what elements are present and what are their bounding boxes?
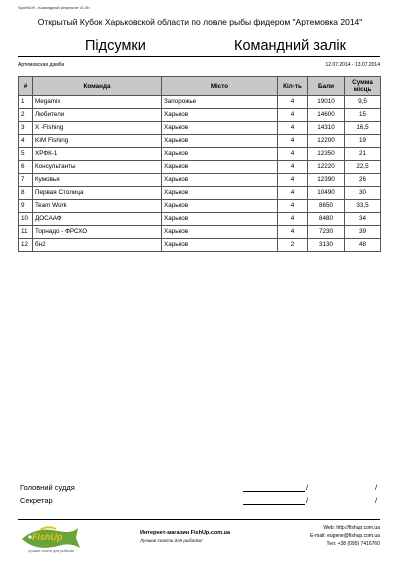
cell-team: Любители (33, 109, 162, 122)
cell-team: Team Work (33, 200, 162, 213)
footer-divider (18, 519, 380, 520)
cell-rank: 7 (19, 174, 33, 187)
cell-city: Харьков (162, 226, 278, 239)
cell-city: Харьков (162, 239, 278, 252)
cell-place-sum: 9,5 (345, 96, 381, 109)
cell-city: Харьков (162, 213, 278, 226)
judge-slash-1: / (306, 483, 309, 492)
cell-rank: 10 (19, 213, 33, 226)
secretary-slash-1: / (306, 496, 309, 505)
table-row (19, 213, 381, 226)
cell-city: Харьков (162, 161, 278, 174)
cell-place-sum: 16,5 (345, 122, 381, 135)
cell-city: Запорожье (162, 96, 278, 109)
cell-place-sum: 48 (345, 239, 381, 252)
judge-slash-2: / (375, 483, 378, 492)
judge-label: Головний суддя (20, 483, 75, 492)
table-row (19, 96, 381, 109)
header-divider (18, 56, 380, 57)
cell-city: Харьков (162, 200, 278, 213)
table-row (19, 200, 381, 213)
team-standings-label: Командний залік (234, 38, 346, 54)
cell-place-sum: 19 (345, 135, 381, 148)
cell-city: Харьков (162, 135, 278, 148)
cell-count: 4 (278, 187, 308, 200)
secretary-signature-line (243, 504, 305, 505)
cell-points: 7230 (308, 226, 345, 239)
cell-count: 2 (278, 239, 308, 252)
summary-label: Підсумки (85, 38, 146, 54)
cell-city: Харьков (162, 148, 278, 161)
cell-rank: 1 (19, 96, 33, 109)
cell-team: ХРФК-1 (33, 148, 162, 161)
cell-rank: 4 (19, 135, 33, 148)
cell-count: 4 (278, 122, 308, 135)
cell-count: 4 (278, 135, 308, 148)
cell-place-sum: 15 (345, 109, 381, 122)
cell-points: 12200 (308, 135, 345, 148)
cell-rank: 9 (19, 200, 33, 213)
table-row (19, 161, 381, 174)
shop-slogan: Лучшие снасти для рыбалки! (140, 538, 203, 543)
cell-points: 8480 (308, 213, 345, 226)
cell-team: ДОСААФ (33, 213, 162, 226)
cell-rank: 6 (19, 161, 33, 174)
cell-city: Харьков (162, 187, 278, 200)
cell-points: 12390 (308, 174, 345, 187)
column-header-place-sum: Сумма місць (345, 77, 381, 96)
cell-city: Харьков (162, 109, 278, 122)
column-header-team: Команда (33, 77, 162, 96)
cell-city: Харьков (162, 122, 278, 135)
cell-team: Megamix (33, 96, 162, 109)
cell-team: KIM Fishing (33, 135, 162, 148)
column-header-city: Місто (162, 77, 278, 96)
cell-team: бн2 (33, 239, 162, 252)
table-row (19, 148, 381, 161)
judge-signature-line (243, 491, 305, 492)
cell-place-sum: 33,5 (345, 200, 381, 213)
fishup-logo (18, 522, 84, 554)
secretary-label: Секретар (20, 496, 53, 505)
table-header-row (19, 77, 381, 96)
table-row (19, 109, 381, 122)
cell-rank: 5 (19, 148, 33, 161)
cell-points: 14310 (308, 122, 345, 135)
shop-name: Интернет-магазин FishUp.com.ua (140, 530, 231, 536)
cell-points: 8650 (308, 200, 345, 213)
column-header-points: Бали (308, 77, 345, 96)
cell-points: 12350 (308, 148, 345, 161)
logo-tagline: лучшие снасти для рыбалки (28, 549, 75, 553)
cell-points: 10490 (308, 187, 345, 200)
cell-points: 3130 (308, 239, 345, 252)
contact-email: E-mail: eugene@fishup.com.ua (310, 533, 380, 539)
cell-place-sum: 39 (345, 226, 381, 239)
cell-rank: 8 (19, 187, 33, 200)
cell-count: 4 (278, 109, 308, 122)
cell-team: Консультанты (33, 161, 162, 174)
contact-web: Web: http://fishup.com.ua (323, 525, 380, 531)
software-line: SportSoft - Командный результат v1.5b (18, 5, 90, 10)
cell-place-sum: 21 (345, 148, 381, 161)
cell-place-sum: 22,5 (345, 161, 381, 174)
table-row (19, 226, 381, 239)
cell-rank: 11 (19, 226, 33, 239)
cell-points: 12220 (308, 161, 345, 174)
cell-rank: 12 (19, 239, 33, 252)
table-row (19, 122, 381, 135)
cell-place-sum: 34 (345, 213, 381, 226)
cell-team: X -Fishing (33, 122, 162, 135)
contact-block (310, 524, 380, 548)
table-row (19, 239, 381, 252)
secretary-slash-2: / (375, 496, 378, 505)
cell-team: Первая Столица (33, 187, 162, 200)
venue: Артемовская дамба (18, 62, 65, 68)
cell-count: 4 (278, 226, 308, 239)
cell-count: 4 (278, 174, 308, 187)
table-row (19, 174, 381, 187)
cell-rank: 3 (19, 122, 33, 135)
cell-place-sum: 30 (345, 187, 381, 200)
dates: 12.07.2014 - 13.07.2014 (325, 62, 380, 68)
cell-rank: 2 (19, 109, 33, 122)
table-row (19, 187, 381, 200)
column-header-rank: # (19, 77, 33, 96)
cell-count: 4 (278, 148, 308, 161)
cell-count: 4 (278, 213, 308, 226)
column-header-count: Кіл-ть (278, 77, 308, 96)
cell-place-sum: 26 (345, 174, 381, 187)
results-table (18, 76, 381, 252)
cell-count: 4 (278, 161, 308, 174)
logo-text: FishUp (32, 532, 63, 542)
table-row (19, 135, 381, 148)
cell-team: Кумовья (33, 174, 162, 187)
cell-points: 19010 (308, 96, 345, 109)
contact-phone: Тел: +38 (095) 7416760 (326, 541, 380, 547)
cell-count: 4 (278, 96, 308, 109)
cell-city: Харьков (162, 174, 278, 187)
competition-title: Открытый Кубок Харьковской области по ловле рыбы фидером "Артемовка 2014" (37, 17, 363, 27)
cell-count: 4 (278, 200, 308, 213)
cell-team: Торнадо - ФРСХО (33, 226, 162, 239)
cell-points: 14600 (308, 109, 345, 122)
